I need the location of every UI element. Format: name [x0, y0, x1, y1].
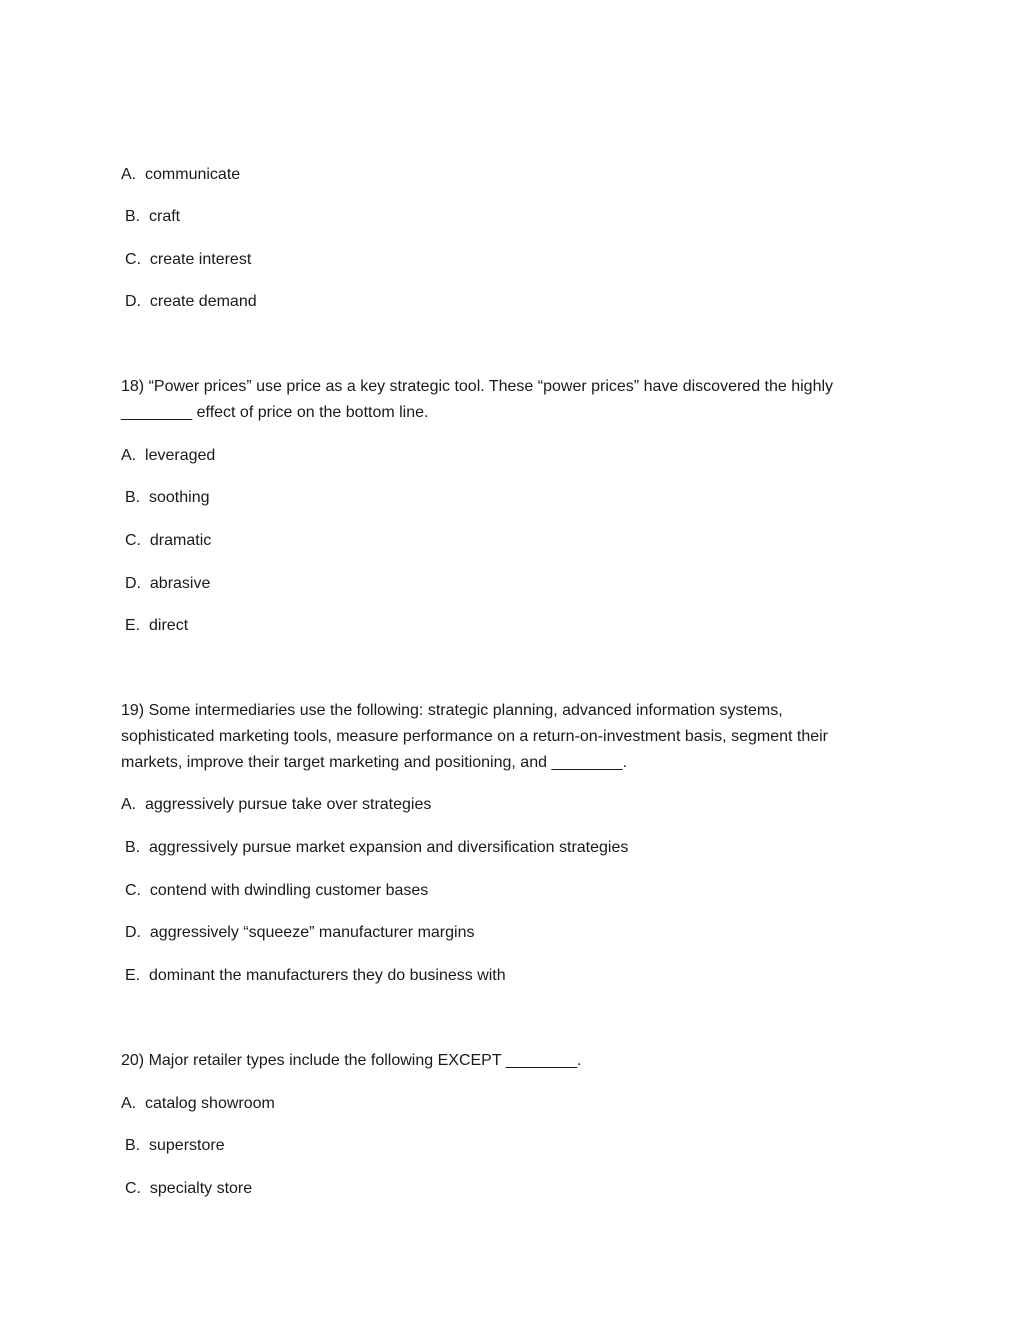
- q20-option-b: B. superstore: [125, 1137, 225, 1154]
- q19-question-line-3: markets, improve their target marketing and positioning, and ________.: [121, 754, 628, 771]
- q19-option-b: B. aggressively pursue market expansion and diversification strategies: [125, 839, 629, 856]
- q19-question-line-2: sophisticated marketing tools, measure performance on a return-on-investment basis, segment their: [121, 728, 829, 745]
- q18-option-d: D. abrasive: [125, 575, 211, 592]
- q18-option-c: C. dramatic: [125, 532, 212, 549]
- q19-question-line-1: 19) Some intermediaries use the following: strategic planning, advanced information systems,: [121, 702, 783, 719]
- q20-option-a: A. catalog showroom: [121, 1095, 275, 1112]
- q19-option-c: C. contend with dwindling customer bases: [125, 882, 429, 899]
- q18-option-a: A. leveraged: [121, 447, 216, 464]
- q18-question-line-1: 18) “Power prices” use price as a key strategic tool. These “power prices” have discovered the highly: [121, 378, 834, 395]
- q20-option-c: C. specialty store: [125, 1180, 253, 1197]
- q18-option-e: E. direct: [125, 617, 189, 634]
- q17-option-d: D. create demand: [125, 293, 257, 310]
- q19-option-a: A. aggressively pursue take over strategies: [121, 796, 432, 813]
- q20-question-line-1: 20) Major retailer types include the following EXCEPT ________.: [121, 1052, 582, 1069]
- q18-option-b: B. soothing: [125, 489, 210, 506]
- q17-option-c: C. create interest: [125, 251, 252, 268]
- q17-option-b: B. craft: [125, 208, 181, 225]
- q19-option-d: D. aggressively “squeeze” manufacturer margins: [125, 924, 475, 941]
- q18-question-line-2: ________ effect of price on the bottom line.: [121, 404, 429, 421]
- q17-option-a: A. communicate: [121, 166, 241, 183]
- q19-option-e: E. dominant the manufacturers they do business with: [125, 967, 506, 984]
